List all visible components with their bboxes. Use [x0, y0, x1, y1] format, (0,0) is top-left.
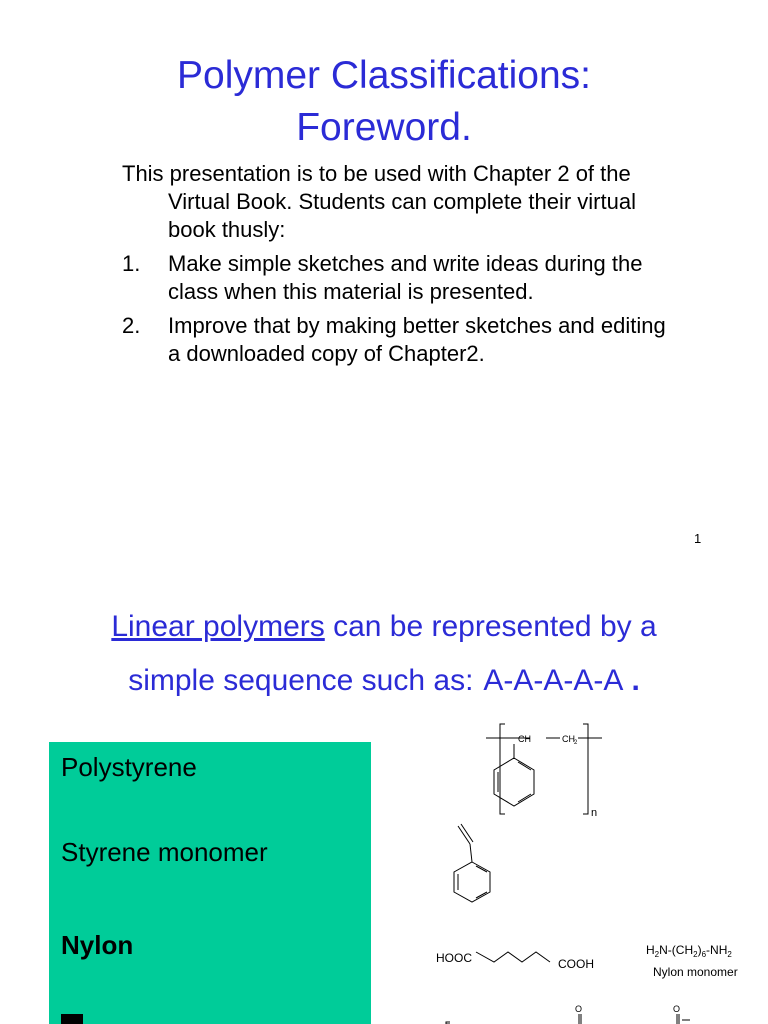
carbonyl-o-1: O [575, 1004, 583, 1014]
polystyrene-label: Polystyrene [61, 752, 197, 782]
ch2-subscript: 2 [574, 740, 578, 746]
numbered-list [122, 250, 682, 368]
nylon-repeat-unit-fragment [446, 1014, 690, 1024]
diamine-formula: $H_2N-(CH_2)_6-NH_2$ [646, 943, 732, 959]
heading-line2: simple sequence such as: [128, 664, 474, 697]
nylon-monomer-label: Nylon monomer [653, 965, 738, 979]
ch2-text: CH [562, 734, 575, 744]
list-item-text: Make simple sketches and write ideas during the class when this material is presented. [168, 251, 643, 304]
sequence-text: A-A-A-A-A [483, 664, 624, 697]
adipic-acid-structure [476, 952, 550, 962]
styrene-monomer-label: Styrene monomer [61, 837, 268, 867]
chemical-structures-diagram [400, 700, 768, 1024]
linear-polymers-link-text: Linear polymers [111, 610, 325, 643]
list-item-number: 1. [122, 251, 141, 276]
heading-period: . [631, 664, 640, 697]
polymer-label-box [49, 742, 371, 1024]
nylon-label: Nylon [61, 930, 134, 960]
intro-text-block [122, 160, 682, 368]
list-item [122, 250, 682, 306]
hooc-text: HOOC [436, 951, 472, 965]
list-item [122, 312, 682, 368]
styrene-monomer-structure [454, 824, 490, 902]
carbonyl-o-2: O [673, 1004, 681, 1014]
heading-rest: can be represented by a [324, 610, 657, 643]
slide-title-line1: Polymer Classifications: [177, 54, 591, 97]
list-item-number: 2. [122, 313, 141, 338]
polystyrene-structure [486, 724, 602, 814]
slide-title-line2: Foreword. [296, 106, 472, 149]
slide-title [0, 50, 768, 154]
ch-text: CH [518, 734, 531, 744]
intro-paragraph: This presentation is to be used with Chapter 2 of the Virtual Book. Students can complete their virtual book thusly: [122, 161, 636, 242]
cooh-text: COOH [558, 957, 594, 971]
slide2-heading [0, 600, 768, 708]
cutoff-label-fragment [61, 1014, 83, 1024]
repeat-n-text: n [591, 807, 598, 819]
list-item-text: Improve that by making better sketches and editing a downloaded copy of Chapter2. [168, 313, 666, 366]
page-number: 1 [694, 531, 702, 546]
